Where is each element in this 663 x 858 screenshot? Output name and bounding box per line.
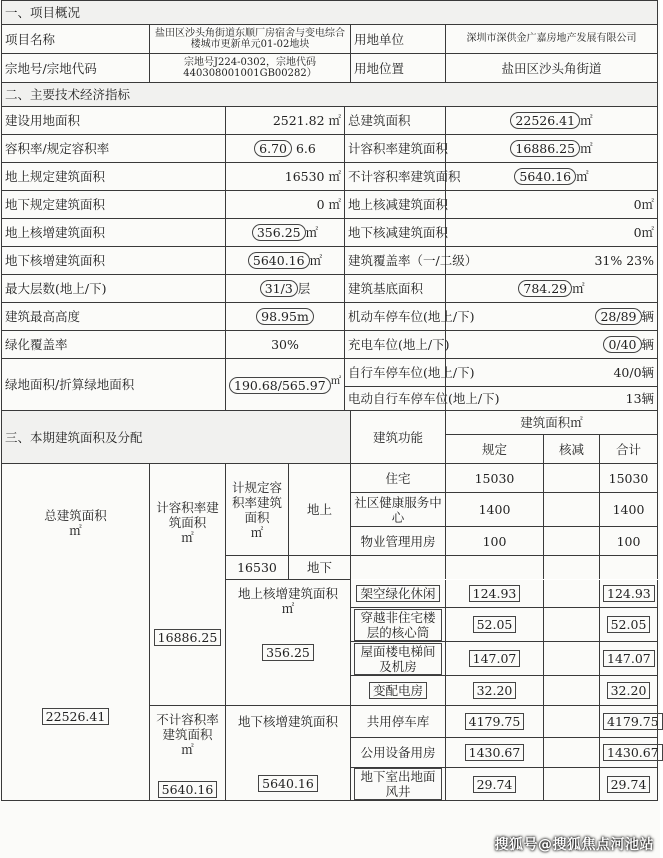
bike-parking-value: 40/0辆: [446, 359, 658, 387]
parcel-label: 宗地号/宗地代码: [2, 54, 150, 83]
func-reg-3: 124.93: [469, 585, 521, 602]
s3-reg-label: 计规定容积率建筑面积: [231, 479, 282, 525]
func-cut-8: [544, 738, 600, 768]
green-cover-label: 绿化覆盖率: [2, 331, 226, 359]
s3-fa-unit: ㎡: [181, 530, 194, 545]
fa-area-value: 16886.25: [510, 140, 580, 157]
nfa-area-unit: ㎡: [576, 169, 589, 184]
total-area-value: 22526.41: [510, 112, 580, 129]
func-reg-0: 15030: [446, 464, 544, 493]
coverage-value: 31%: [594, 253, 623, 268]
below-reduced-value: 0㎡: [446, 219, 658, 247]
ebike-parking-value: 13辆: [446, 387, 658, 411]
s3-reg-unit: ㎡: [250, 524, 264, 540]
green-area-unit: ㎡: [330, 375, 342, 388]
func-name-2: 物业管理用房: [351, 527, 446, 556]
func-total-4: 52.05: [607, 616, 651, 633]
location-value: 盐田区沙头角街道: [446, 54, 658, 83]
above-bonus-cell: [226, 580, 351, 706]
total-area-unit: ㎡: [580, 113, 593, 128]
section1-title: 一、项目概况: [2, 1, 658, 25]
below-bonus-label: 地下核增建筑面积: [2, 247, 226, 275]
func-cut-4: [544, 608, 600, 642]
coverage-label: 建筑覆盖率（一/二级）: [345, 247, 446, 275]
max-height-label: 建筑最高高度: [2, 303, 226, 331]
project-name-label: 项目名称: [2, 25, 150, 54]
s3-nfa-unit: ㎡: [181, 742, 194, 757]
below-bonus-value: 5640.16: [248, 252, 310, 269]
s3-nfa-value: 5640.16: [158, 781, 218, 798]
max-height-value: 98.95m: [256, 308, 314, 325]
func-cut-9: [544, 768, 600, 801]
s3-above-bonus-label: 地上核增建筑面积: [237, 586, 338, 601]
below-regulated-label: 地下规定建筑面积: [2, 191, 226, 219]
watermark: 搜狐号@搜狐焦点河池站: [494, 837, 654, 853]
ebike-parking-label: 电动自行车停车位(地上/下): [345, 387, 446, 411]
func-total-8: 1430.67: [603, 744, 663, 761]
func-cut-3: [544, 580, 600, 608]
section3-title: 三、本期建筑面积及分配: [2, 411, 351, 464]
far-value: 6.70: [254, 140, 292, 157]
above-bonus-label: 地上核增建筑面积: [2, 219, 226, 247]
bike-parking-label: 自行车停车位(地上/下): [345, 359, 446, 387]
func-total-6: 32.20: [607, 682, 651, 699]
func-total-0: 15030: [600, 464, 658, 493]
parcel-value: 宗地号J224-0302，宗地代码440308001001GB00282）: [150, 54, 351, 83]
area-header: 建筑面积㎡: [446, 411, 658, 435]
max-floors-unit: 层: [297, 281, 311, 296]
site-area-label: 建设用地面积: [2, 107, 226, 135]
col-header-regulated: 规定: [446, 435, 544, 464]
s3-total-value: 22526.41: [42, 708, 110, 725]
func-name-4: 穿越非住宅楼层的核心筒: [354, 609, 442, 641]
func-reg-5: 147.07: [469, 650, 521, 667]
function-header: 建筑功能: [351, 411, 446, 464]
fa-area-cell: [150, 464, 226, 706]
project-indicator-table: [1, 0, 658, 801]
s3-nfa-label: 不计容积率建筑面积: [156, 712, 219, 742]
func-total-3: 124.93: [603, 585, 655, 602]
func-cut-7: [544, 706, 600, 738]
base-area-unit: ㎡: [572, 281, 585, 296]
s3-total-unit: ㎡: [69, 523, 82, 538]
base-area-label: 建筑基底面积: [345, 275, 446, 303]
func-cut-2: [544, 527, 600, 556]
func-cut-5: [544, 642, 600, 676]
project-name-value: 盐田区沙头角街道东顺厂房宿舍与变电综合楼城市更新单元01-02地块: [150, 25, 351, 54]
s3-above-bonus-unit: ㎡: [281, 601, 295, 616]
below-reduced-label: 地下核减建筑面积: [345, 219, 446, 247]
car-parking-unit: 辆: [641, 309, 655, 324]
regulated-area-cell: [226, 464, 289, 556]
func-total-1: 1400: [600, 493, 658, 527]
green-area-value: 190.68/565.97: [229, 377, 331, 394]
func-reg-2: 100: [446, 527, 544, 556]
func-reg-1: 1400: [446, 493, 544, 527]
above-regulated-label: 地上规定建筑面积: [2, 163, 226, 191]
func-cut-6: [544, 676, 600, 706]
coverage-value-2: 23%: [626, 253, 655, 268]
charging-label: 充电车位(地上/下): [345, 331, 446, 359]
land-user-value: 深圳市深供金广嘉房地产发展有限公司: [446, 25, 658, 54]
func-total-5: 147.07: [603, 650, 655, 667]
car-parking-label: 机动车停车位(地上/下): [345, 303, 446, 331]
col-header-total: 合计: [600, 435, 658, 464]
charging-value: 0/40: [603, 336, 641, 353]
below-bonus-cell: [226, 706, 351, 801]
s3-total-label: 总建筑面积: [44, 508, 107, 523]
green-cover-value: 30%: [226, 331, 345, 359]
above-ground-label: 地上: [289, 464, 351, 556]
func-name-0: 住宅: [351, 464, 446, 493]
below-bonus-unit: ㎡: [309, 253, 323, 268]
s3-above-bonus-value: 356.25: [262, 644, 314, 661]
func-reg-6: 32.20: [473, 682, 517, 699]
func-reg-8: 1430.67: [465, 744, 525, 761]
func-reg-7: 4179.75: [465, 713, 525, 730]
func-reg-4: 52.05: [473, 616, 517, 633]
s3-reg-value: 16530: [226, 556, 289, 580]
s3-below-bonus-value: 5640.16: [258, 775, 318, 792]
max-floors-value: 31/3: [260, 280, 298, 297]
above-regulated-value: 16530 ㎡: [226, 163, 345, 191]
above-reduced-label: 地上核减建筑面积: [345, 191, 446, 219]
land-user-label: 用地单位: [351, 25, 446, 54]
nfa-area-value: 5640.16: [514, 168, 576, 185]
fa-area-label: 计容积率建筑面积: [345, 135, 446, 163]
fa-area-unit: ㎡: [580, 141, 593, 156]
far-label: 容积率/规定容积率: [2, 135, 226, 163]
far-regulated: 6.6: [295, 141, 316, 156]
total-area-cell: [2, 464, 150, 801]
below-ground-label: 地下: [289, 556, 351, 580]
func-name-9: 地下室出地面风井: [354, 768, 442, 800]
charging-unit: 辆: [641, 337, 655, 352]
func-name-7: 共用停车库: [351, 706, 446, 738]
below-regulated-value: 0 ㎡: [226, 191, 345, 219]
s3-fa-value: 16886.25: [154, 629, 222, 646]
func-reg-9: 29.74: [473, 776, 517, 793]
site-area-value: 2521.82 ㎡: [226, 107, 345, 135]
above-bonus-value: 356.25: [252, 224, 306, 241]
location-label: 用地位置: [351, 54, 446, 83]
car-parking-value: 28/89: [595, 308, 641, 325]
func-cut-1: [544, 493, 600, 527]
nfa-area-cell: [150, 706, 226, 801]
func-name-5: 屋面楼电梯间及机房: [354, 643, 442, 675]
func-cut-0: [544, 464, 600, 493]
s3-below-bonus-label: 地下核增建筑面积: [237, 714, 338, 729]
func-name-6: 变配电房: [369, 682, 427, 699]
func-name-3: 架空绿化休闲: [356, 585, 439, 602]
func-name-1: 社区健康服务中心: [351, 493, 446, 527]
col-header-reduced: 核减: [544, 435, 600, 464]
max-floors-label: 最大层数(地上/下): [2, 275, 226, 303]
func-total-7: 4179.75: [603, 713, 663, 730]
func-total-9: 29.74: [607, 776, 651, 793]
above-bonus-unit: ㎡: [305, 225, 319, 240]
func-total-2: 100: [600, 527, 658, 556]
section2-title: 二、主要技术经济指标: [2, 83, 658, 107]
base-area-value: 784.29: [518, 280, 572, 297]
nfa-area-label: 不计容积率建筑面积: [345, 163, 446, 191]
func-name-8: 公用设备用房: [351, 738, 446, 768]
s3-fa-label: 计容积率建筑面积: [156, 500, 219, 530]
above-reduced-value: 0㎡: [446, 191, 658, 219]
green-area-label: 绿地面积/折算绿地面积: [2, 359, 226, 411]
total-area-label: 总建筑面积: [345, 107, 446, 135]
